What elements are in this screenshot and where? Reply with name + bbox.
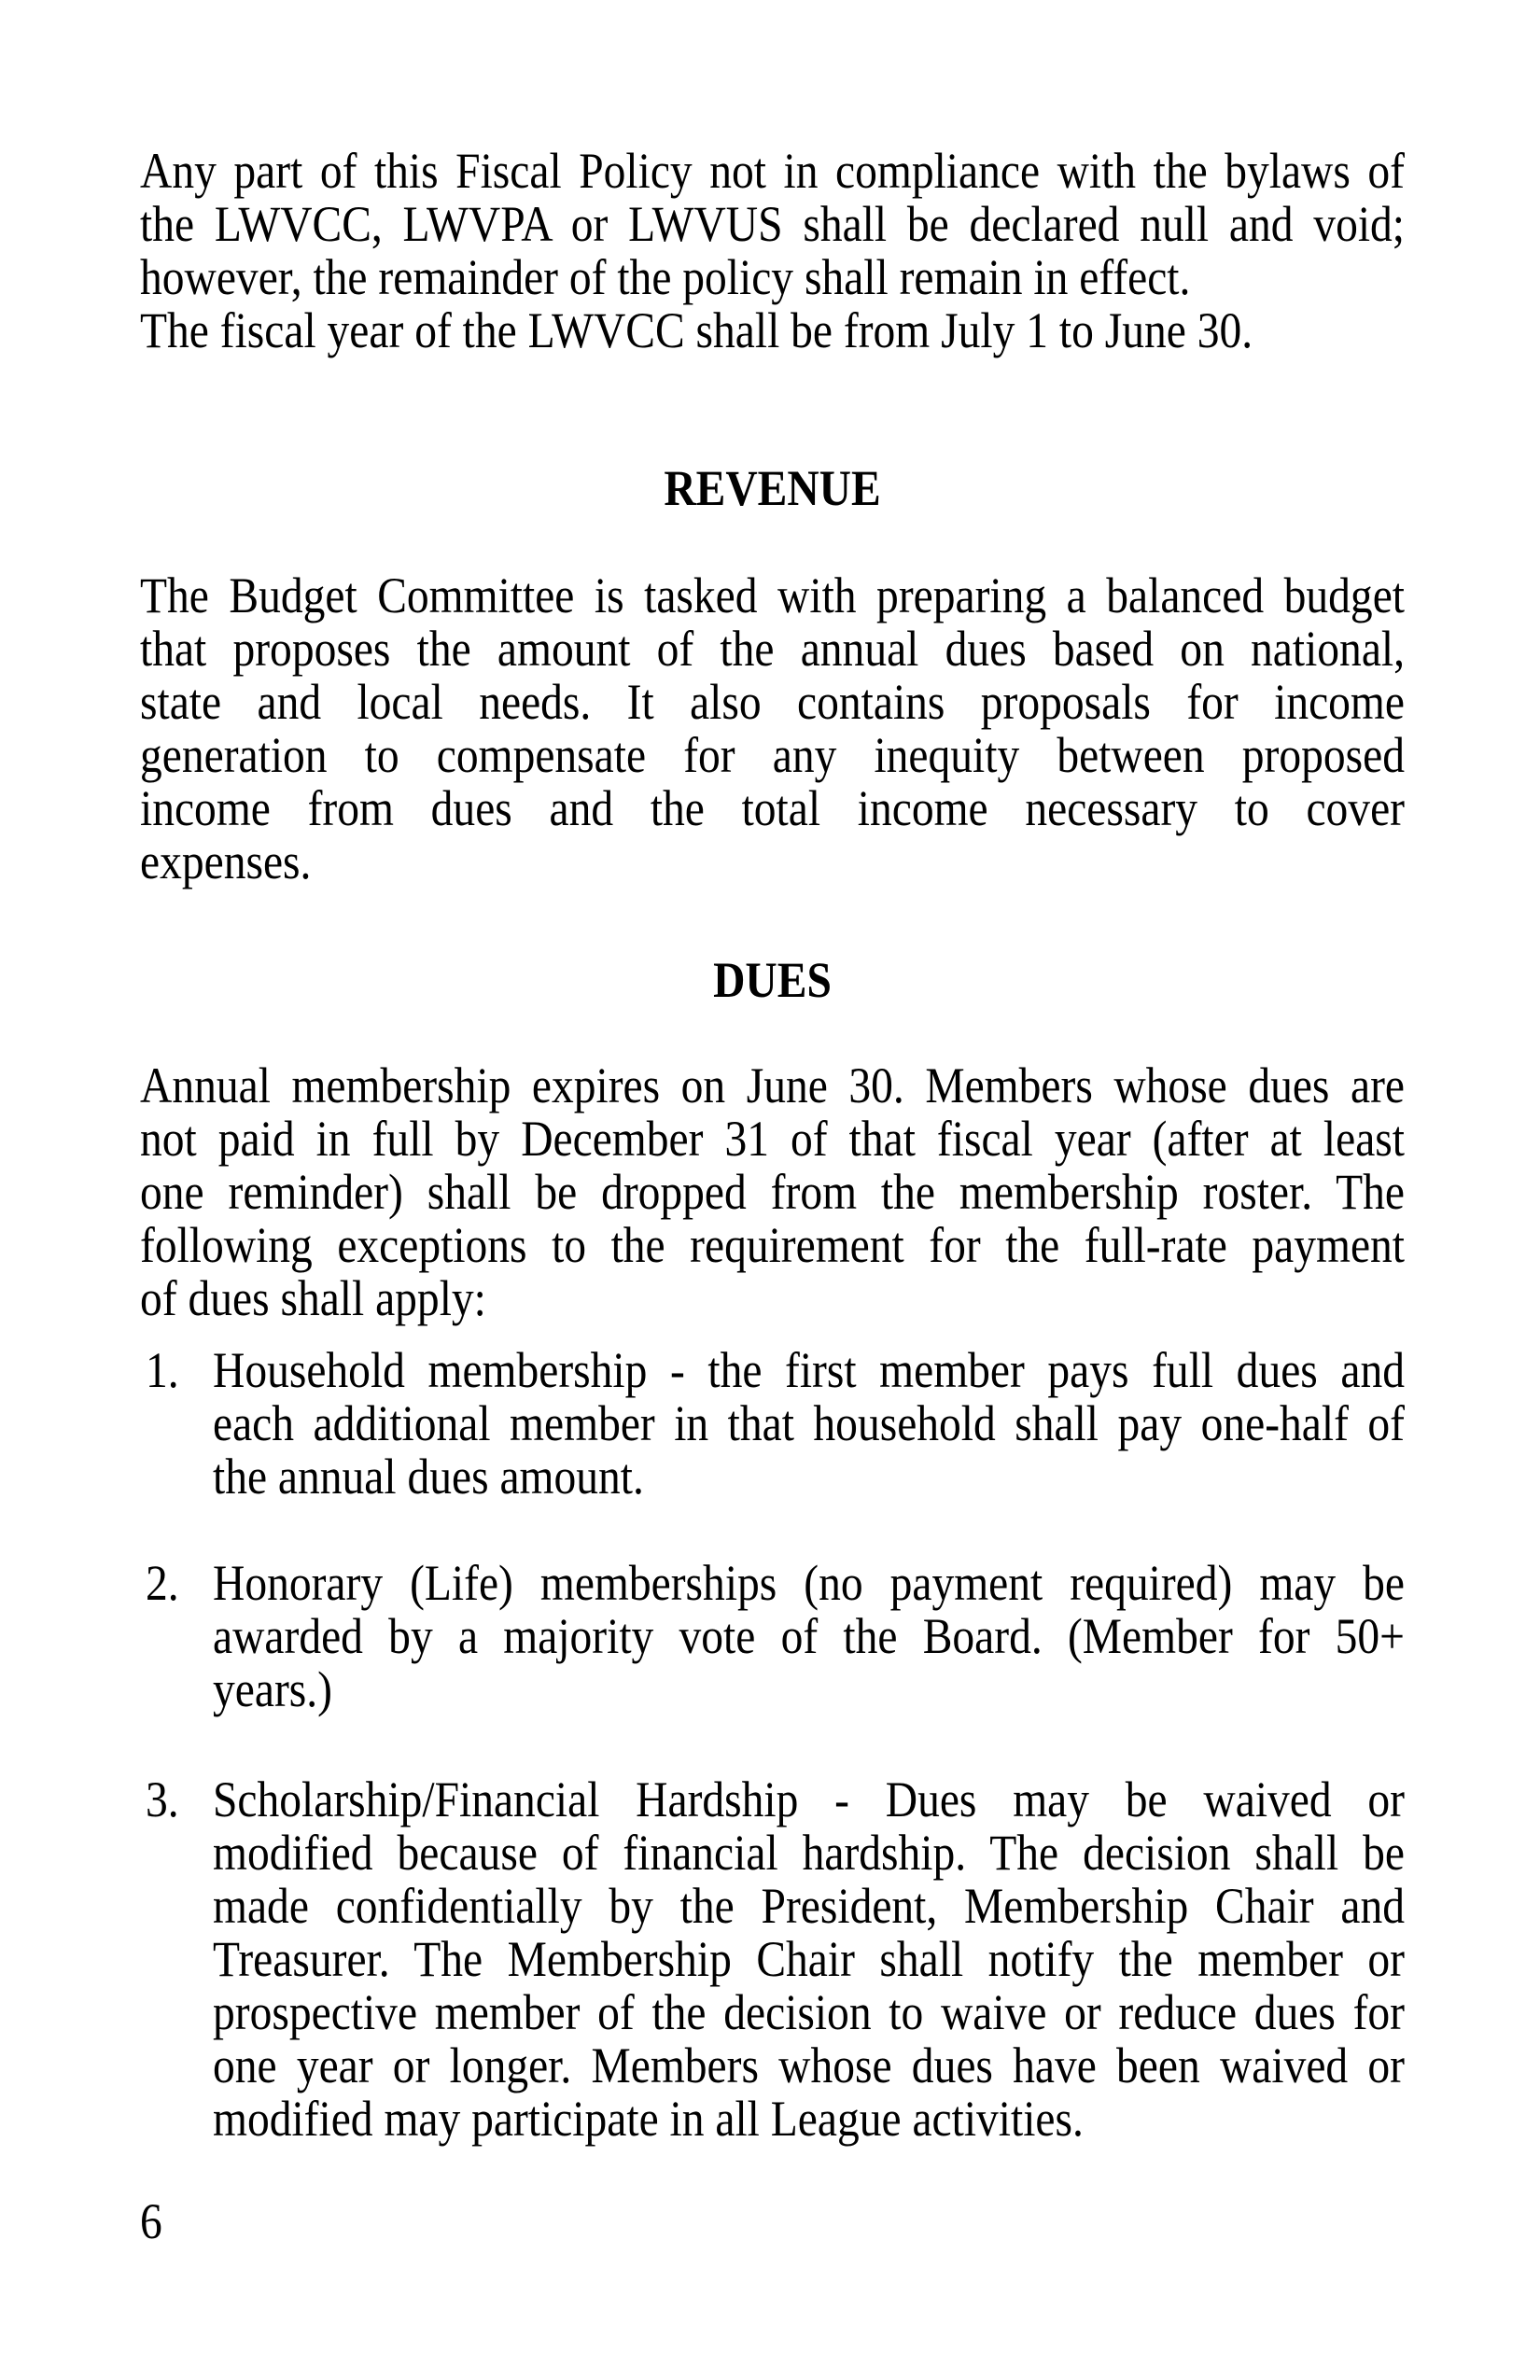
dues-exceptions-list	[140, 1344, 1405, 2146]
text-line: The fiscal year of the LWVCC shall be from July 1 to June 30.	[140, 302, 1253, 358]
text-line: one year or longer. Members whose dues have been waived or	[213, 2037, 1405, 2093]
text-line: Household membership - the first member pays full dues and	[213, 1342, 1405, 1398]
list-number: 3.	[146, 1771, 179, 1827]
list-item-text	[213, 1773, 1405, 2146]
revenue-heading	[140, 462, 1405, 515]
text-line: awarded by a majority vote of the Board. (Member for 50+	[213, 1608, 1405, 1664]
list-item-scholarship	[140, 1773, 1405, 2146]
text-line: of dues shall apply:	[140, 1270, 486, 1326]
list-marker	[140, 1557, 213, 1610]
text-line: however, the remainder of the policy shall remain in effect.	[140, 249, 1191, 305]
text-line: expenses.	[140, 833, 312, 889]
list-marker	[140, 1773, 213, 1827]
dues-paragraph	[140, 1059, 1405, 1325]
list-item-text	[213, 1557, 1405, 1716]
dues-heading	[140, 954, 1405, 1007]
text-line: Treasurer. The Membership Chair shall notify the member or	[213, 1931, 1405, 1987]
text-line: modified may participate in all League activities.	[213, 2091, 1084, 2147]
list-number: 2.	[146, 1555, 179, 1611]
text-line: each additional member in that household shall pay one-half of	[213, 1395, 1405, 1451]
text-line: years.)	[213, 1661, 332, 1717]
list-item-honorary	[140, 1557, 1405, 1716]
text-line: Scholarship/Financial Hardship - Dues may be waived or	[213, 1771, 1405, 1827]
text-line: income from dues and the total income necessary to cover	[140, 780, 1405, 836]
text-line: not paid in full by December 31 of that fiscal year (after at least	[140, 1111, 1405, 1167]
page-number: 6	[140, 2193, 162, 2249]
text-line: that proposes the amount of the annual dues based on national,	[140, 621, 1405, 677]
text-line: Annual membership expires on June 30. Members whose dues are	[140, 1057, 1405, 1113]
fiscal-year-paragraph	[140, 304, 1405, 357]
list-number: 1.	[146, 1342, 179, 1398]
text-line: made confidentially by the President, Membership Chair and	[213, 1878, 1405, 1934]
text-line: The Budget Committee is tasked with preparing a balanced budget	[140, 567, 1405, 623]
text-line: modified because of financial hardship. The decision shall be	[213, 1825, 1405, 1881]
list-marker	[140, 1344, 213, 1397]
revenue-heading-text: REVENUE	[664, 460, 881, 516]
revenue-paragraph	[140, 569, 1405, 889]
text-line: generation to compensate for any inequity between proposed	[140, 727, 1405, 783]
list-item-household	[140, 1344, 1405, 1504]
page-footer	[140, 2195, 1405, 2248]
text-line: Honorary (Life) memberships (no payment required) may be	[213, 1555, 1405, 1611]
text-line: Any part of this Fiscal Policy not in compliance with the bylaws of	[140, 143, 1405, 199]
compliance-paragraph	[140, 145, 1405, 304]
text-line: following exceptions to the requirement for the full-rate payment	[140, 1217, 1405, 1273]
text-line: state and local needs. It also contains proposals for income	[140, 674, 1405, 730]
text-line: the annual dues amount.	[213, 1449, 644, 1505]
text-line: prospective member of the decision to waive or reduce dues for	[213, 1984, 1405, 2040]
dues-heading-text: DUES	[713, 952, 832, 1008]
list-item-text	[213, 1344, 1405, 1504]
text-line: one reminder) shall be dropped from the membership roster. The	[140, 1164, 1405, 1220]
text-line: the LWVCC, LWVPA or LWVUS shall be declared null and void;	[140, 196, 1405, 252]
